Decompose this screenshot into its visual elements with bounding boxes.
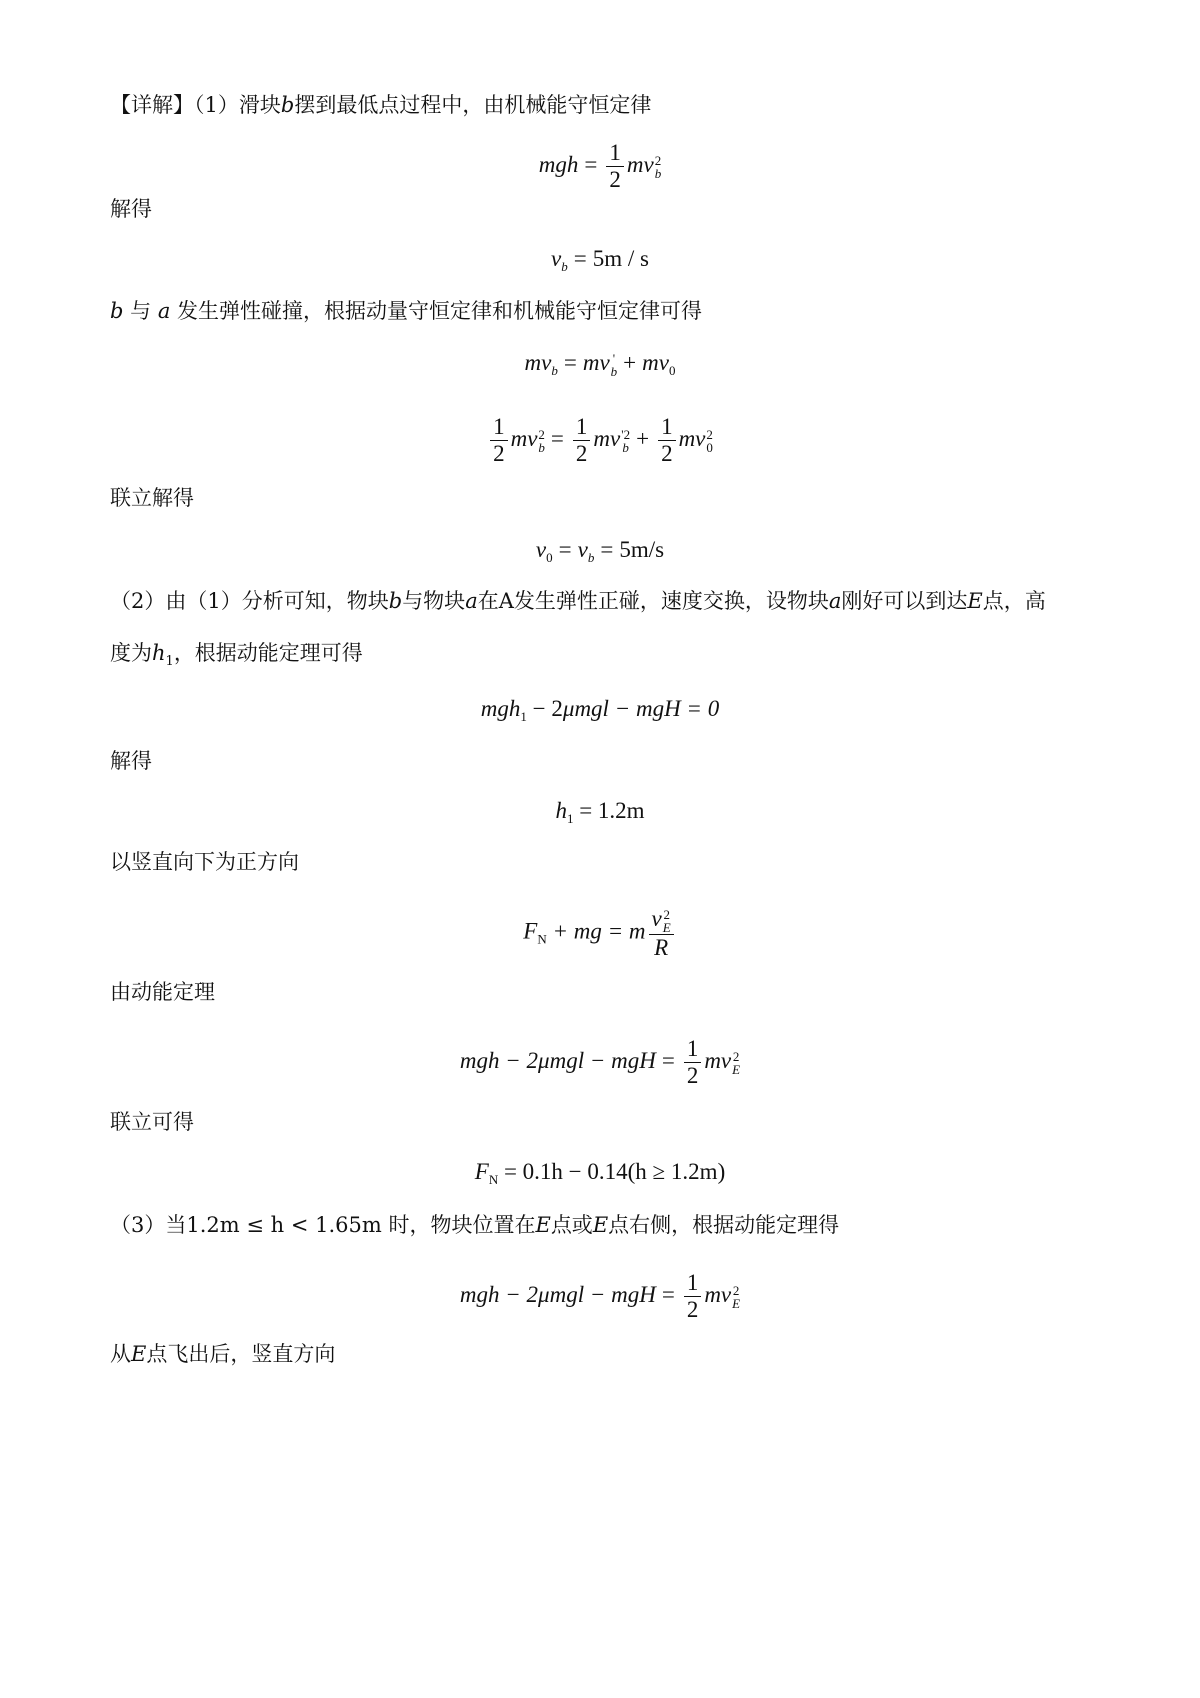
text-combine-2: 联立可得 xyxy=(110,1110,194,1134)
equation-energy-2: mgh − 2μmgl − mgH = $\frac{1}{2}$ mv 2 E xyxy=(459,1036,741,1088)
text-combine-1: 联立解得 xyxy=(110,486,194,510)
equation-fn: $F_N = 0.1h - 0.14(h \ge 1.2m)$ xyxy=(474,1159,726,1187)
text-direction: 以竖直向下为正方向 xyxy=(110,850,299,874)
equation-h1-value: $h_1 = 1.2m$ xyxy=(555,798,645,826)
heading-line: 【详解】（1）滑块b摆到最低点过程中，由机械能守恒定律 xyxy=(110,93,652,117)
text-solve-1: 解得 xyxy=(110,197,152,221)
equation-v0: $v_0 = v_b = 5m/s$ xyxy=(535,537,665,565)
equation-force: $F_N$ + mg = m v 2 E R xyxy=(0,906,1200,961)
text-part2: （2）由（1）分析可知，物块b与物块a在A发生弹性正碰，速度交换，设物块a刚好可以到达E点，高 xyxy=(110,589,1046,613)
equation-h1: mgh$_1$ − 2μmgl − mgH = 0 xyxy=(480,696,720,724)
text-part2-height: 度为$h_1$，根据动能定理可得 xyxy=(110,641,363,669)
text-part3: （3）当1.2m ≤ h < 1.65m 时，物块位置在E点或E点右侧，根据动能定理得 xyxy=(110,1213,840,1237)
equation-energy-3: mgh − 2μmgl − mgH = $\frac{1}{2}$ mv 2 E xyxy=(459,1270,741,1322)
equation-energy-1: mgh = $\frac{1}{2}$ mv 2 b xyxy=(538,140,662,192)
text-vertical-direction: 从E点飞出后，竖直方向 xyxy=(110,1342,336,1366)
text-solve-2: 解得 xyxy=(110,749,152,773)
equation-momentum: $mv_b$ = mv ' b + $mv_0$ xyxy=(524,350,676,379)
detail-label: 【详解】 xyxy=(110,93,194,117)
equation-vb: $v_b = 5m / s$ xyxy=(551,246,649,274)
text-kinetic-theorem: 由动能定理 xyxy=(110,980,215,1004)
text-collision: b 与 a 发生弹性碰撞，根据动量守恒定律和机械能守恒定律可得 xyxy=(110,299,703,323)
equation-kinetic-energy: $\frac{1}{2}$ mv 2 b = $\frac{1}{2}$ mv '2 b + $\frac{1}{2}$ mv 2 0 xyxy=(0,414,1200,467)
